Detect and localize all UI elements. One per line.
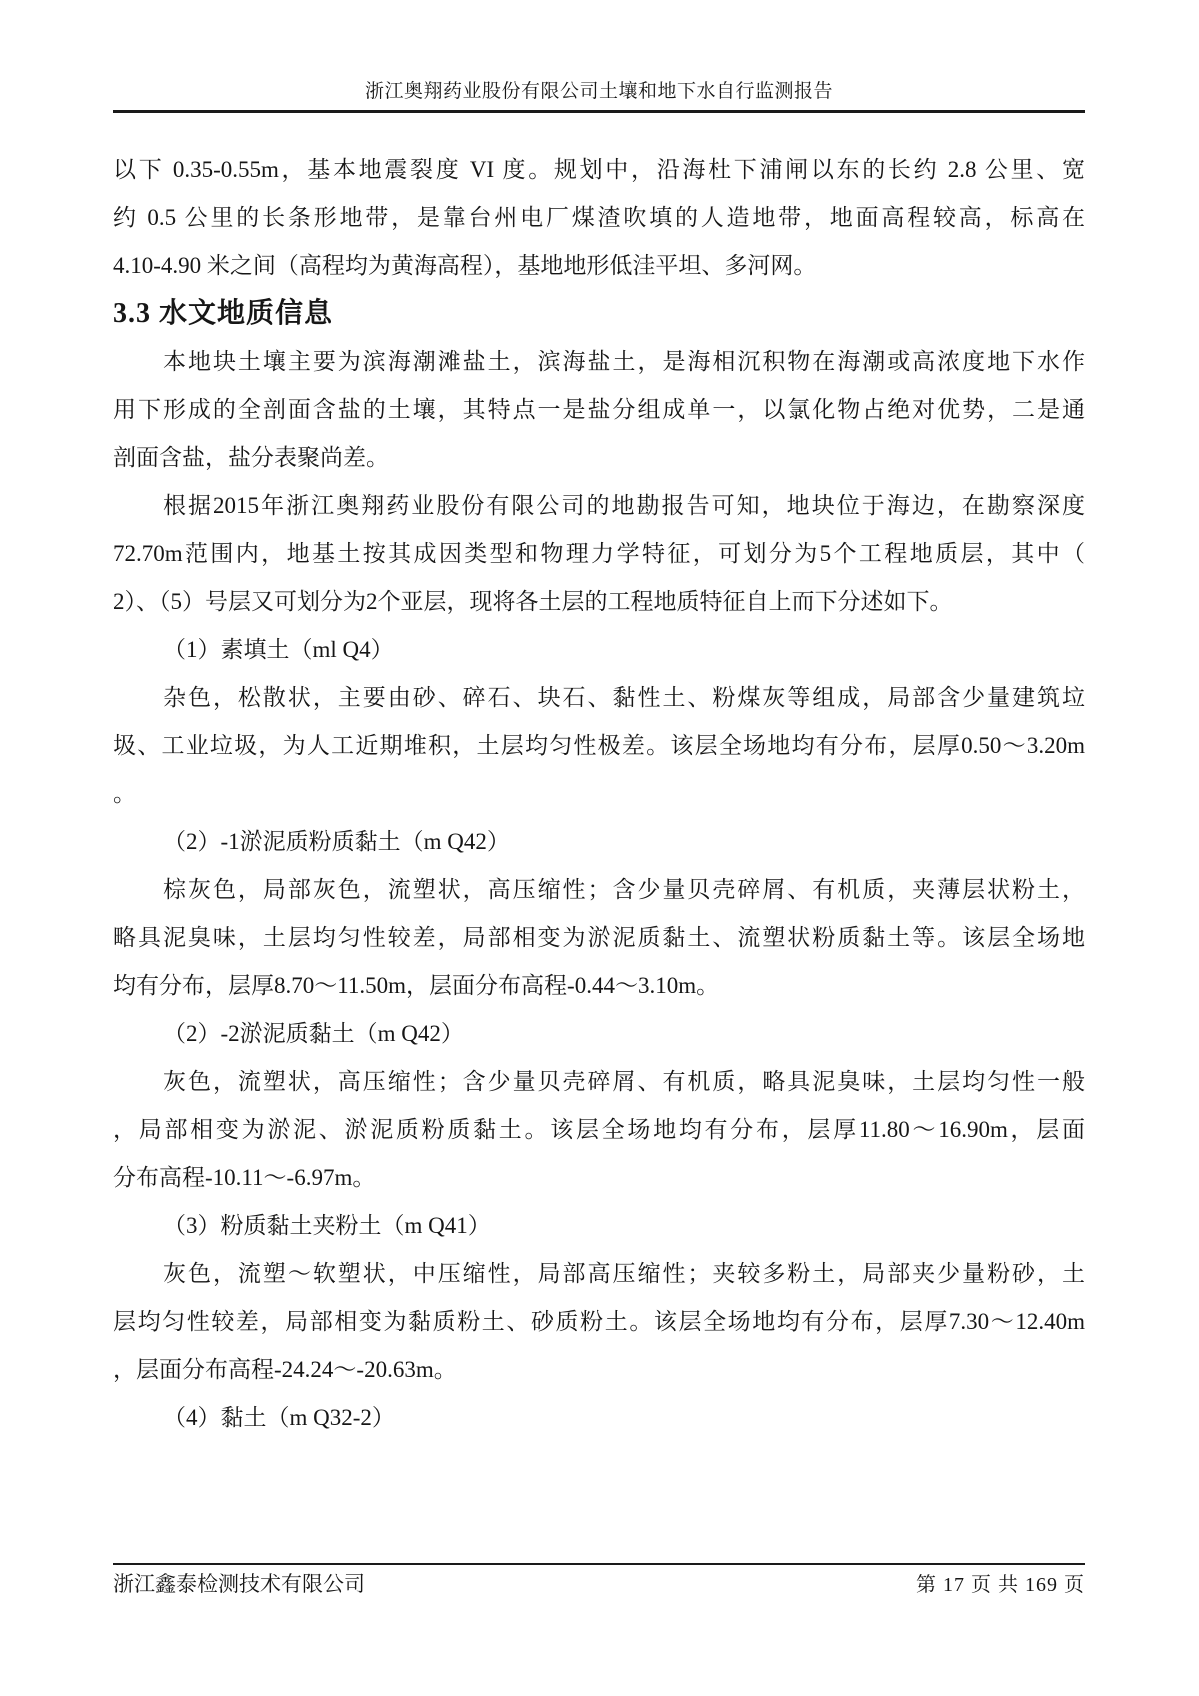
section-heading: 3.3 水文地质信息 [113,298,334,329]
text-line: 均有分布，层厚8.70～11.50m，层面分布高程-0.44～3.10m。 [113,973,720,998]
text-line: 层均匀性较差，局部相变为黏质粉土、砂质粉土。该层全场地均有分布，层厚7.30～12.40m [113,1309,1085,1334]
text-line: 本地块土壤主要为滨海潮滩盐土，滨海盐土，是海相沉积物在海潮或高浓度地下水作 [163,349,1085,374]
text-line: 略具泥臭味，土层均匀性较差，局部相变为淤泥质黏土、流塑状粉质黏土等。该层全场地 [113,925,1085,950]
text-line: （4）黏土（m Q32-2） [163,1405,395,1430]
text-line: 4.10-4.90 米之间（高程均为黄海高程），基地地形低洼平坦、多河网。 [113,253,817,278]
text-line: 以下 0.35-0.55m，基本地震裂度 VI 度。规划中，沿海杜下浦闸以东的长约 2.8 公里、宽 [113,157,1085,182]
text-line: 2）、（5）号层又可划分为2个亚层，现将各土层的工程地质特征自上而下分述如下。 [113,589,953,614]
text-line: （2）-2淤泥质黏土（m Q42） [163,1021,464,1046]
footer-rule [113,1563,1085,1565]
document-body [113,146,1085,1442]
page-footer [113,1570,1085,1599]
text-line: 约 0.5 公里的长条形地带，是靠台州电厂煤渣吹填的人造地带，地面高程较高，标高在 [113,205,1085,230]
footer-company: 浙江鑫泰检测技术有限公司 [113,1572,365,1596]
text-line: 棕灰色，局部灰色，流塑状，高压缩性；含少量贝壳碎屑、有机质，夹薄层状粉土， [163,877,1085,902]
text-line: 剖面含盐，盐分表聚尚差。 [113,445,389,470]
text-line: 用下形成的全剖面含盐的土壤，其特点一是盐分组成单一，以氯化物占绝对优势，二是通 [113,397,1085,422]
text-line: （1）素填土（ml Q4） [163,637,394,662]
text-line: 灰色，流塑状，高压缩性；含少量贝壳碎屑、有机质，略具泥臭味，土层均匀性一般 [163,1069,1085,1094]
text-line: ，局部相变为淤泥、淤泥质粉质黏土。该层全场地均有分布，层厚11.80～16.90m，层面 [113,1117,1085,1142]
header-rule [113,110,1085,113]
text-line: 72.70m范围内，地基土按其成因类型和物理力学特征，可划分为5个工程地质层，其中（ [113,541,1085,566]
text-line: 杂色，松散状，主要由砂、碎石、块石、黏性土、粉煤灰等组成，局部含少量建筑垃 [163,685,1085,710]
text-line: （3）粉质黏土夹粉土（m Q41） [163,1213,491,1238]
text-line: ，层面分布高程-24.24～-20.63m。 [113,1357,457,1382]
text-line: 圾、工业垃圾，为人工近期堆积，土层均匀性极差。该层全场地均有分布，层厚0.50～3.20m [113,733,1085,758]
text-line: （2）-1淤泥质粉质黏土（m Q42） [163,829,510,854]
text-line: 灰色，流塑～软塑状，中压缩性，局部高压缩性；夹较多粉土，局部夹少量粉砂，土 [163,1261,1085,1286]
text-line: 。 [113,781,136,806]
text-line: 分布高程-10.11～-6.97m。 [113,1165,376,1190]
text-line: 根据2015年浙江奥翔药业股份有限公司的地勘报告可知，地块位于海边，在勘察深度 [163,493,1085,518]
header-title: 浙江奥翔药业股份有限公司土壤和地下水自行监测报告 [364,81,833,102]
footer-page-number: 第 17 页 共 169 页 [916,1574,1085,1596]
